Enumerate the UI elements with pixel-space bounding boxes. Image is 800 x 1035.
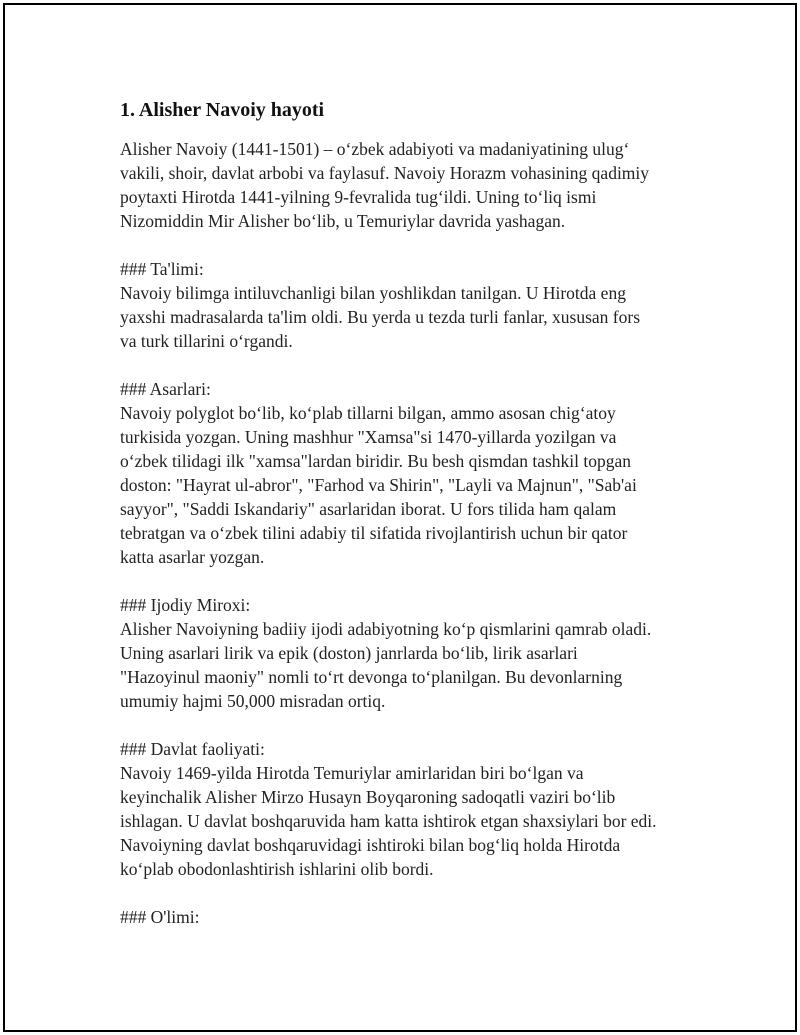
section-ijodiy-miroxi <box>120 593 710 713</box>
section-body: Alisher Navoiyning badiiy ijodi adabiyotning ko‘p qismlarini qamrab oladi. Uning asarlari lirik va epik (doston) janrlarda bo‘lib, lirik asarlari "Hazoyinul maoniy" nomli to‘rt devonga to‘planilgan. Bu devonlarning umumiy hajmi 50,000 misradan ortiq. <box>120 619 652 711</box>
section-asarlari <box>120 377 710 569</box>
section-heading: ### Ijodiy Miroxi: <box>120 595 251 615</box>
section-heading: ### Davlat faoliyati: <box>120 739 265 759</box>
section-body: Navoiy polyglot bo‘lib, ko‘plab tillarni bilgan, ammo asosan chig‘atoy turkisida yozgan. Uning mashhur "Xamsa"si 1470-yillarda yozilgan va o‘zbek tilidagi ilk "xamsa"lardan biridir. Bu besh qismdan tashkil topgan doston: "Hayrat ul-abror", "Farhod va Shirin", "Layli va Majnun", "Sab'ai sayyor", "Saddi Iskandariy" asarlaridan iborat. U fors tilida ham qalam tebratgan va o‘zbek tilini adabiy til sifatida rivojlantirish uchun bir qator katta asarlar yozgan. <box>120 403 637 567</box>
section-olimi <box>120 905 710 929</box>
section-talimi <box>120 257 710 353</box>
section-heading: ### Ta'limi: <box>120 259 204 279</box>
section-heading: ### Asarlari: <box>120 379 211 399</box>
document-page <box>3 3 797 1032</box>
section-heading: ### O'limi: <box>120 907 200 927</box>
section-davlat-faoliyati <box>120 737 710 881</box>
document-title: 1. Alisher Navoiy hayoti <box>120 99 325 121</box>
intro-paragraph: Alisher Navoiy (1441-1501) – o‘zbek adabiyoti va madaniyatining ulug‘ vakili, shoir, davlat arbobi va faylasuf. Navoiy Horazm vohasining qadimiy poytaxti Hirotda 1441-yilning 9-fevralida tug‘ildi. Uning to‘liq ismi Nizomiddin Mir Alisher bo‘lib, u Temuriylar davrida yashagan. <box>120 139 650 231</box>
section-body: Navoiy 1469-yilda Hirotda Temuriylar amirlaridan biri bo‘lgan va keyinchalik Alisher Mirzo Husayn Boyqaroning sadoqatli vaziri bo‘lib ishlagan. U davlat boshqaruvida ham katta ishtirok etgan shaxsiylari bor edi. Navoiyning davlat boshqaruvidagi ishtiroki bilan bog‘liq holda Hirotda ko‘plab obodonlashtirish ishlarini olib bordi. <box>120 763 657 879</box>
document-content <box>120 97 710 953</box>
section-body: Navoiy bilimga intiluvchanligi bilan yoshlikdan tanilgan. U Hirotda eng yaxshi madrasalarda ta'lim oldi. Bu yerda u tezda turli fanlar, xususan fors va turk tillarini o‘rgandi. <box>120 283 641 351</box>
